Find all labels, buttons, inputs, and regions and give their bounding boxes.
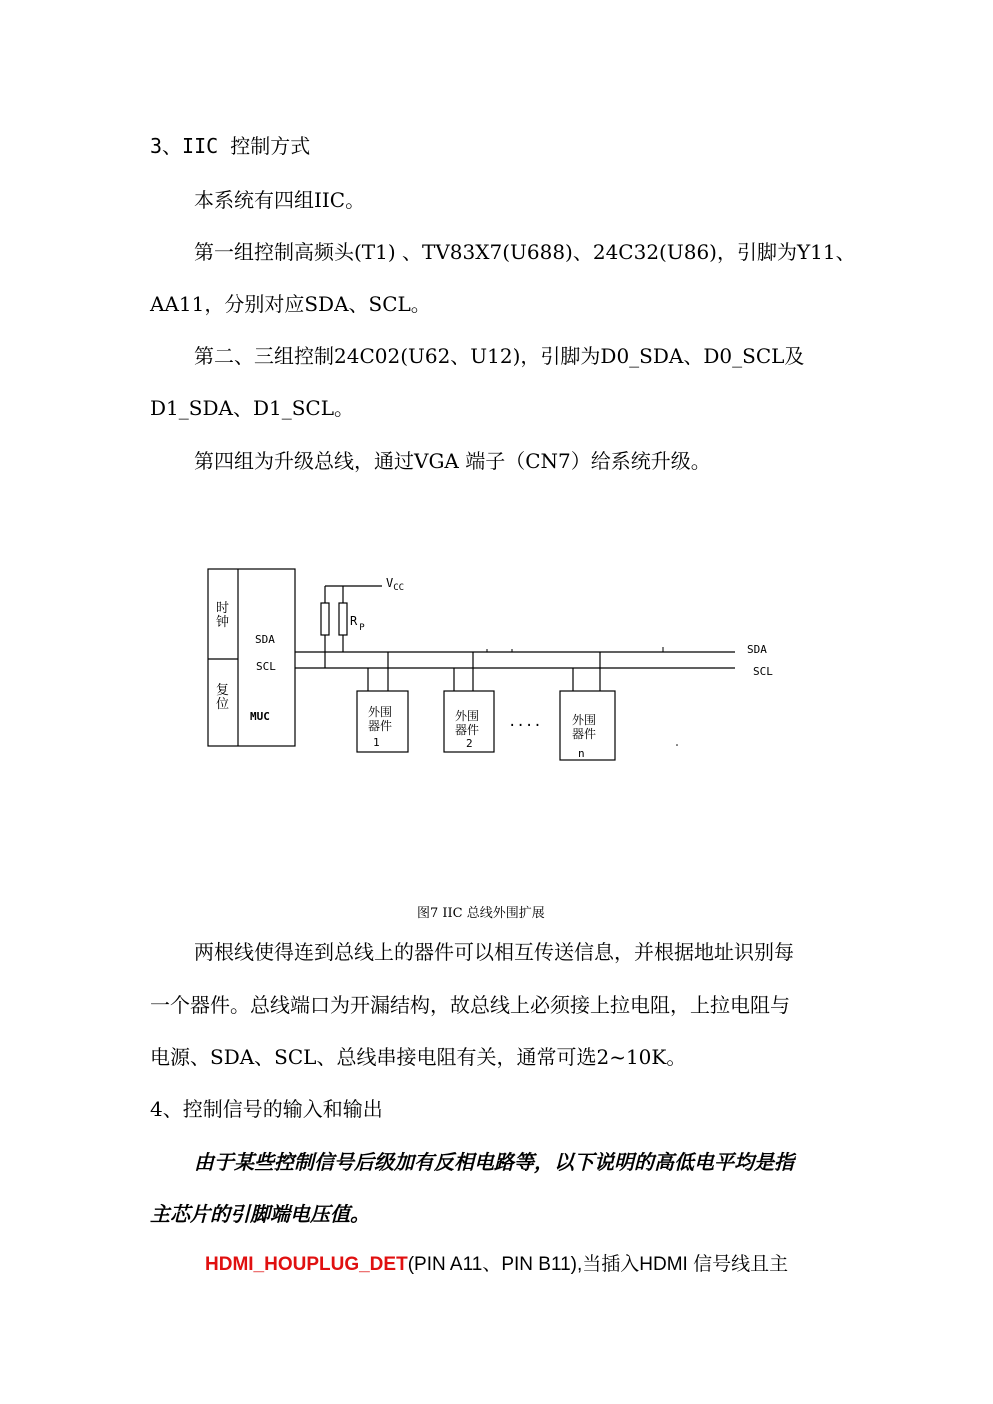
section3-para3-line1: 第二、三组控制24C02(U62、U12)，引脚为D0_SDA、D0_SCL及: [194, 344, 805, 368]
reset-label-2: 位: [216, 697, 230, 712]
mcu-label: MUC: [250, 710, 270, 723]
clock-label-1: 时: [216, 601, 230, 616]
device1-label-2: 器件: [368, 719, 393, 733]
rp-label: R $_P$: [350, 614, 365, 633]
device2-label-2: 器件: [455, 723, 480, 737]
devicen-number: n: [578, 747, 585, 760]
section3-para4: 第四组为升级总线，通过VGA 端子（CN7）给系统升级。: [194, 449, 711, 473]
hdmi-line: [205, 1253, 788, 1277]
device-ellipsis: ....: [508, 714, 542, 730]
devicen-label-1: 外围: [572, 713, 597, 727]
after-figure-line2: 一个器件。总线端口为开漏结构，故总线上必须接上拉电阻，上拉电阻与: [150, 993, 790, 1017]
mcu-scl-pin-label: SCL: [256, 660, 276, 673]
pullup-resistor-2: [339, 603, 347, 635]
section3-para1: 本系统有四组IIC。: [194, 188, 366, 212]
section3-para2-line1: 第一组控制高频头(T1) 、TV83X7(U688)、24C32(U86)，引脚为Y11、: [194, 240, 856, 264]
hdmi-description: (PIN A11、PIN B11),当插入HDMI 信号线且主: [407, 1254, 789, 1275]
section4-note-line1: 由于某些控制信号后级加有反相电路等，以下说明的高低电平均是指: [194, 1150, 794, 1174]
bus-sda-label: SDA: [747, 643, 767, 656]
device2-label-1: 外围: [455, 709, 480, 723]
clock-label-2: 钟: [216, 615, 230, 630]
figure-caption: 图7 IIC 总线外围扩展: [417, 906, 545, 921]
section4-note-line2: 主芯片的引脚端电压值。: [150, 1202, 370, 1226]
after-figure-line3: 电源、SDA、SCL、总线串接电阻有关，通常可选2~10K。: [150, 1045, 687, 1069]
hdmi-signal-name: HDMI_HOUPLUG_DET: [205, 1254, 408, 1275]
bus-scl-label: SCL: [753, 665, 773, 678]
mcu-sda-pin-label: SDA: [255, 633, 275, 646]
section4-heading: 4、控制信号的输入和输出: [150, 1097, 383, 1121]
device1-label-1: 外围: [368, 705, 393, 719]
section3-para2-line2: AA11，分别对应SDA、SCL。: [150, 292, 431, 316]
device1-number: 1: [373, 736, 380, 749]
pullup-resistor-1: [321, 603, 329, 635]
section3-heading: 3、IIC 控制方式: [150, 134, 311, 158]
reset-label-1: 复: [216, 683, 230, 698]
devicen-label-2: 器件: [572, 727, 597, 741]
vcc-label: $V_{CC}$: [386, 576, 405, 593]
after-figure-line1: 两根线使得连到总线上的器件可以相互传送信息，并根据地址识别每: [194, 940, 794, 964]
device2-number: 2: [466, 737, 473, 750]
section3-para3-line2: D1_SDA、D1_SCL。: [150, 396, 354, 420]
